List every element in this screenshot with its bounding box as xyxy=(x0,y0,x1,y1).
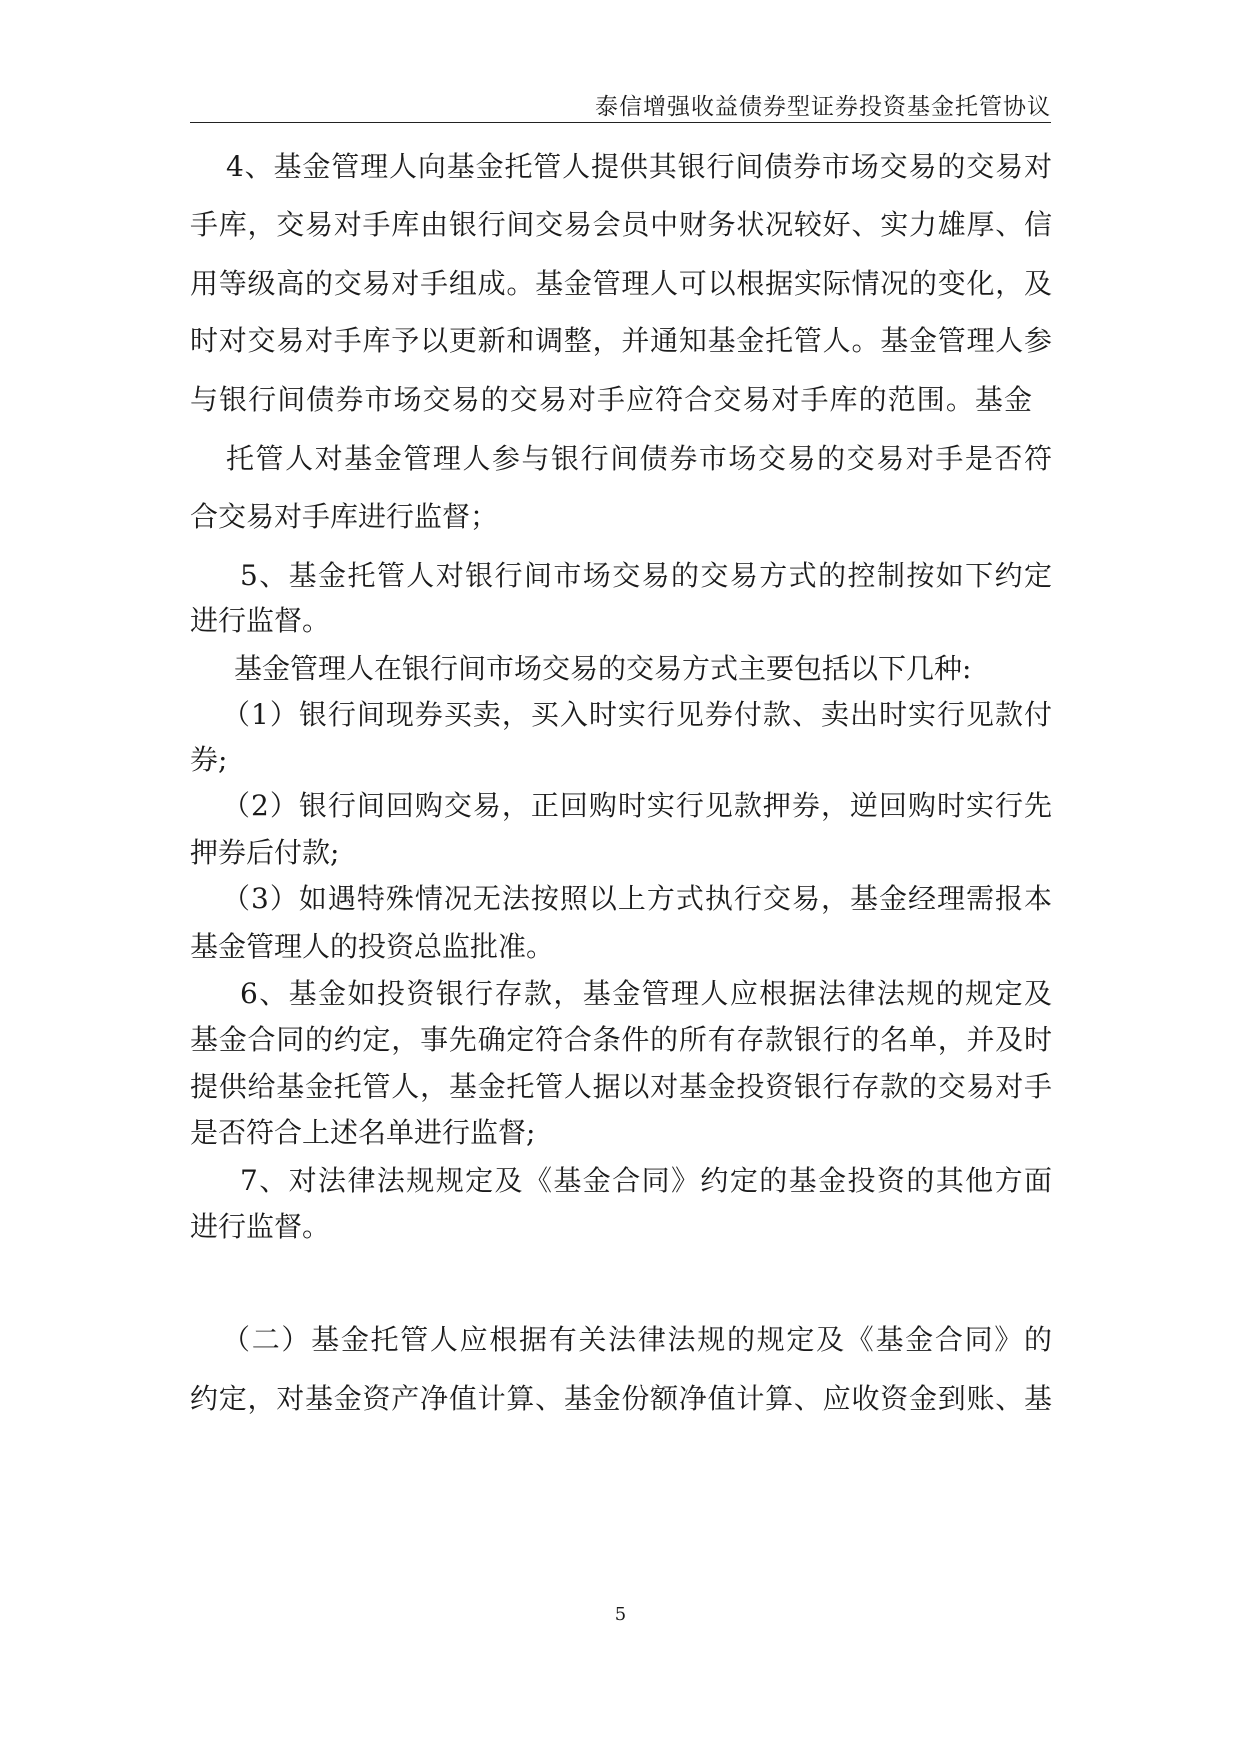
text-line: 7、对法律法规规定及《基金合同》约定的基金投资的其他方面 xyxy=(240,1164,1052,1197)
text-line: （二）基金托管人应根据有关法律法规的规定及《基金合同》的 xyxy=(222,1323,1052,1356)
text-line: （2）银行间回购交易，正回购时实行见款押券，逆回购时实行先 xyxy=(222,789,1052,822)
header-divider xyxy=(190,122,1051,123)
text-line: 时对交易对手库予以更新和调整，并通知基金托管人。基金管理人参 xyxy=(190,324,1052,357)
text-line: （3）如遇特殊情况无法按照以上方式执行交易，基金经理需报本 xyxy=(222,882,1052,915)
text-line: 基金管理人的投资总监批准。 xyxy=(190,930,555,963)
text-line: 进行监督。 xyxy=(190,1210,331,1243)
text-line: 进行监督。 xyxy=(190,604,331,637)
text-line: 合交易对手库进行监督； xyxy=(190,500,499,533)
text-line: 提供给基金托管人，基金托管人据以对基金投资银行存款的交易对手 xyxy=(190,1070,1052,1103)
text-line: （1）银行间现券买卖，买入时实行见券付款、卖出时实行见款付 xyxy=(222,698,1052,731)
text-line: 押券后付款; xyxy=(190,836,340,869)
text-line: 是否符合上述名单进行监督; xyxy=(190,1116,536,1149)
text-line: 券; xyxy=(190,743,228,776)
text-line: 手库，交易对手库由银行间交易会员中财务状况较好、实力雄厚、信 xyxy=(190,208,1052,241)
page-number: 5 xyxy=(614,1604,627,1625)
document-header-title: 泰信增强收益债券型证券投资基金托管协议 xyxy=(595,94,1051,120)
text-line: 约定，对基金资产净值计算、基金份额净值计算、应收资金到账、基 xyxy=(190,1382,1052,1415)
text-line: 托管人对基金管理人参与银行间债券市场交易的交易对手是否符 xyxy=(226,442,1052,475)
text-line: 与银行间债券市场交易的交易对手应符合交易对手库的范围。基金 xyxy=(190,383,1032,416)
text-line: 基金管理人在银行间市场交易的交易方式主要包括以下几种: xyxy=(234,652,972,685)
text-line: 基金合同的约定，事先确定符合条件的所有存款银行的名单，并及时 xyxy=(190,1023,1052,1056)
text-line: 6、基金如投资银行存款，基金管理人应根据法律法规的规定及 xyxy=(240,977,1052,1010)
text-line: 用等级高的交易对手组成。基金管理人可以根据实际情况的变化，及 xyxy=(190,267,1052,300)
text-line: 5、基金托管人对银行间市场交易的交易方式的控制按如下约定 xyxy=(240,559,1052,592)
text-line: 4、基金管理人向基金托管人提供其银行间债券市场交易的交易对 xyxy=(226,150,1052,183)
